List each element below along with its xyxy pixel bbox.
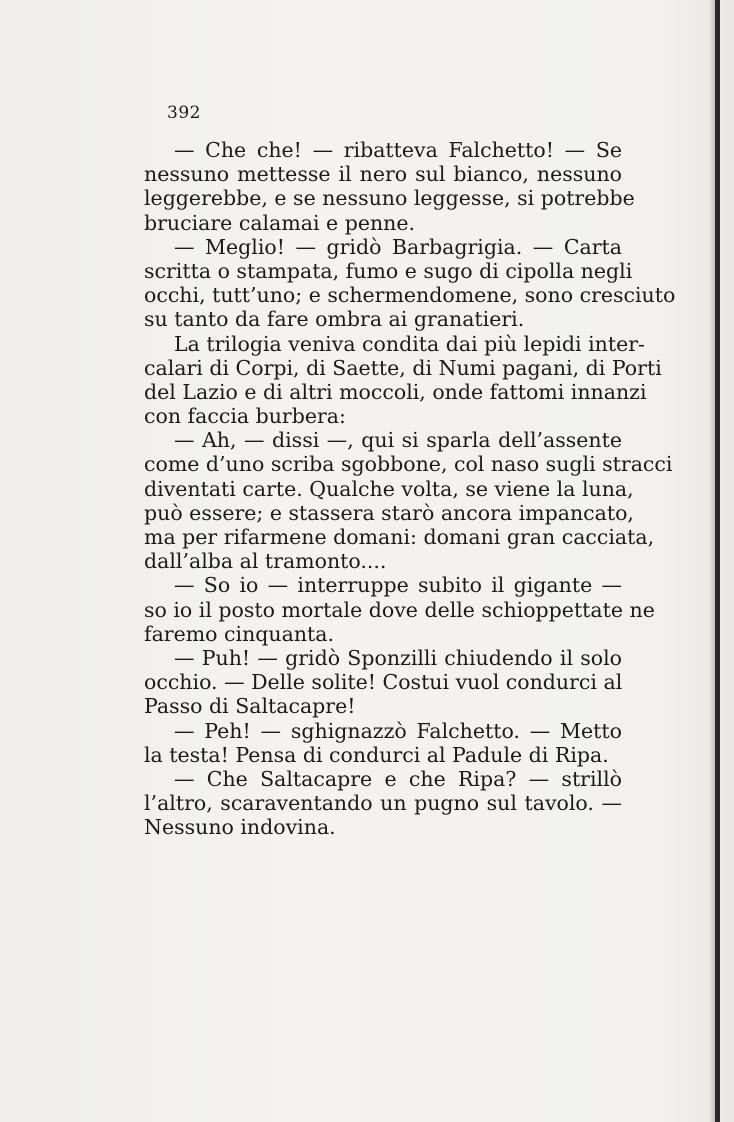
text-line: faremo cinquanta. xyxy=(144,621,335,646)
text-line: — Meglio! — gridò Barbagrigia. — Carta xyxy=(174,234,622,259)
text-line: occhi, tutt’uno; e schermendomene, sono cresciuto xyxy=(144,283,676,308)
text-line: — Ah, — dissi —, qui si sparla dell’assente xyxy=(174,428,622,453)
text-line: nessuno mettesse il nero sul bianco, nessuno xyxy=(144,162,622,187)
text-line: come d’uno scriba sgobbone, col naso sugli stracci xyxy=(144,452,673,477)
text-line: — Peh! — sghignazzò Falchetto. — Metto xyxy=(174,718,622,743)
body-text xyxy=(144,138,676,840)
text-line: dall’alba al tramonto.... xyxy=(144,549,387,574)
text-line: — Puh! — gridò Sponzilli chiudendo il solo xyxy=(174,645,622,670)
text-line: l’altro, scaraventando un pugno sul tavolo. — xyxy=(144,791,622,816)
book-spine-edge xyxy=(715,0,720,1122)
text-line: Nessuno indovina. xyxy=(144,815,336,840)
text-line: Passo di Saltacapre! xyxy=(144,694,356,719)
text-line: — So io — interruppe subito il gigante — xyxy=(174,573,622,598)
text-line: leggerebbe, e se nessuno leggesse, si potrebbe xyxy=(144,186,635,211)
text-line: con faccia burbera: xyxy=(144,404,346,429)
text-line: ma per rifarmene domani: domani gran cacciata, xyxy=(144,525,655,549)
text-line: — Che che! — ribatteva Falchetto! — Se xyxy=(174,138,622,162)
text-line: La trilogia veniva condita dai più lepidi inter- xyxy=(174,331,645,356)
page-number: 392 xyxy=(167,103,201,123)
text-line: bruciare calamai e penne. xyxy=(144,210,416,235)
text-line: su tanto da fare ombra ai granatieri. xyxy=(144,307,525,332)
text-line: diventati carte. Qualche volta, se viene la luna, xyxy=(144,476,634,501)
text-line: scritta o stampata, fumo e sugo di cipolla negli xyxy=(144,258,633,283)
text-line: del Lazio e di altri moccoli, onde fattomi innanzi xyxy=(144,379,647,404)
text-line: — Che Saltacapre e che Ripa? — strillò xyxy=(174,766,622,791)
text-line: occhio. — Delle solite! Costui vuol condurci al xyxy=(144,670,623,695)
text-line: so io il posto mortale dove delle schioppettate ne xyxy=(144,597,655,622)
text-line: può essere; e stassera starò ancora impancato, xyxy=(144,500,634,525)
text-line: la testa! Pensa di condurci al Padule di Ripa. xyxy=(144,742,609,767)
text-line: calari di Corpi, di Saette, di Numi pagani, di Porti xyxy=(144,355,662,380)
